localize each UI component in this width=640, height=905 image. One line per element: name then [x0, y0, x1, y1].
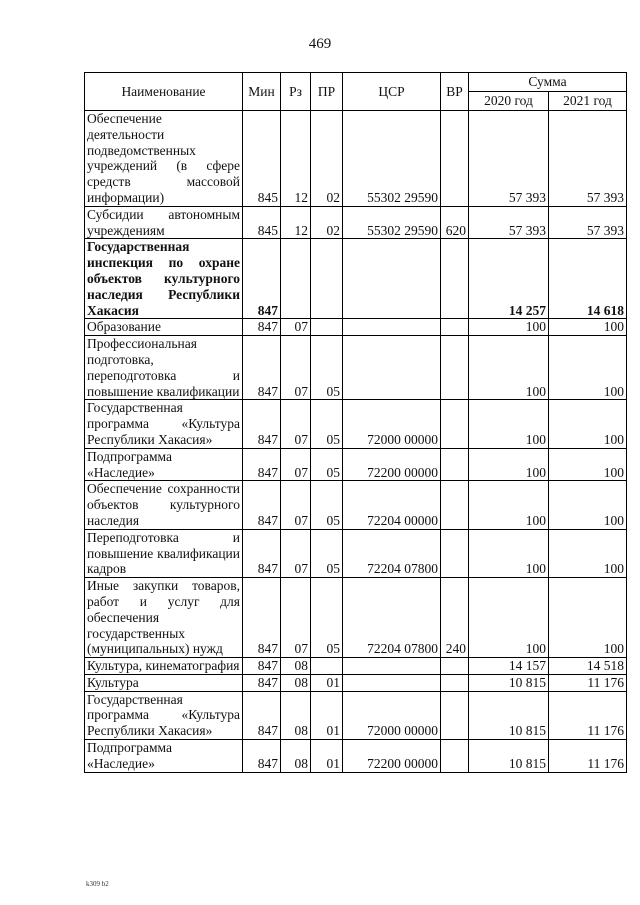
- header-vr: ВР: [441, 73, 469, 111]
- cell-vr: [441, 239, 469, 319]
- cell-csr: 72204 00000: [343, 481, 441, 529]
- cell-pr: 01: [311, 740, 343, 773]
- cell-name: Субсидии автономным учреждениям: [85, 206, 243, 239]
- cell-y2021: 14 518: [549, 658, 627, 675]
- table-header: [85, 73, 627, 111]
- table-row: [85, 448, 627, 481]
- cell-y2021: 100: [549, 336, 627, 400]
- cell-pr: 02: [311, 111, 343, 207]
- header-sum: Сумма: [469, 73, 627, 92]
- cell-pr: 05: [311, 400, 343, 448]
- cell-y2021: 100: [549, 481, 627, 529]
- cell-y2021: 14 618: [549, 239, 627, 319]
- cell-rz: 07: [281, 448, 311, 481]
- cell-name: Культура: [85, 674, 243, 691]
- cell-csr: [343, 239, 441, 319]
- cell-vr: [441, 529, 469, 577]
- cell-rz: 12: [281, 206, 311, 239]
- cell-rz: 07: [281, 481, 311, 529]
- cell-rz: 07: [281, 578, 311, 658]
- cell-y2021: 100: [549, 400, 627, 448]
- cell-min: 847: [243, 481, 281, 529]
- footer-mark: k309 b2: [86, 880, 109, 888]
- header-year-2020: 2020 год: [469, 92, 549, 111]
- cell-name: Обеспечение сохранности объектов культурного наследия: [85, 481, 243, 529]
- cell-y2020: 10 815: [469, 674, 549, 691]
- cell-y2020: 100: [469, 529, 549, 577]
- table-row: [85, 529, 627, 577]
- cell-rz: 07: [281, 319, 311, 336]
- cell-min: 847: [243, 239, 281, 319]
- cell-pr: 05: [311, 448, 343, 481]
- cell-vr: 240: [441, 578, 469, 658]
- cell-y2021: 100: [549, 448, 627, 481]
- cell-rz: [281, 239, 311, 319]
- cell-csr: 72204 07800: [343, 529, 441, 577]
- cell-y2020: 57 393: [469, 111, 549, 207]
- cell-name: Обеспечение деятельности подведомственных учреждений (в сфере средств массовой информации): [85, 111, 243, 207]
- cell-vr: [441, 481, 469, 529]
- header-pr: ПР: [311, 73, 343, 111]
- cell-y2021: 100: [549, 529, 627, 577]
- cell-csr: [343, 674, 441, 691]
- cell-y2020: 100: [469, 336, 549, 400]
- cell-csr: 72204 07800: [343, 578, 441, 658]
- cell-name: Подпрограмма «Наследие»: [85, 448, 243, 481]
- cell-csr: [343, 319, 441, 336]
- cell-pr: [311, 658, 343, 675]
- table-row: [85, 674, 627, 691]
- cell-y2020: 10 815: [469, 691, 549, 739]
- cell-min: 847: [243, 740, 281, 773]
- page-number: 469: [308, 36, 332, 52]
- cell-vr: [441, 336, 469, 400]
- cell-min: 847: [243, 658, 281, 675]
- cell-csr: [343, 336, 441, 400]
- cell-csr: 72200 00000: [343, 740, 441, 773]
- cell-min: 847: [243, 400, 281, 448]
- cell-name: Государственная программа «Культура Республики Хакасия»: [85, 400, 243, 448]
- cell-rz: 08: [281, 674, 311, 691]
- cell-y2020: 14 157: [469, 658, 549, 675]
- cell-rz: 07: [281, 336, 311, 400]
- header-min: Мин: [243, 73, 281, 111]
- cell-min: 847: [243, 336, 281, 400]
- cell-y2020: 10 815: [469, 740, 549, 773]
- table-row: [85, 481, 627, 529]
- cell-pr: [311, 239, 343, 319]
- cell-y2021: 57 393: [549, 206, 627, 239]
- cell-name: Культура, кинематография: [85, 658, 243, 675]
- cell-name: Иные закупки товаров, работ и услуг для обеспечения государственных (муниципальных) нужд: [85, 578, 243, 658]
- cell-vr: [441, 674, 469, 691]
- cell-vr: [441, 448, 469, 481]
- cell-csr: 72200 00000: [343, 448, 441, 481]
- cell-min: 845: [243, 206, 281, 239]
- cell-min: 847: [243, 319, 281, 336]
- cell-y2020: 100: [469, 400, 549, 448]
- cell-y2020: 100: [469, 319, 549, 336]
- cell-pr: 05: [311, 529, 343, 577]
- table-row: [85, 336, 627, 400]
- cell-name: Государственная программа «Культура Республики Хакасия»: [85, 691, 243, 739]
- cell-vr: [441, 400, 469, 448]
- cell-name: Подпрограмма «Наследие»: [85, 740, 243, 773]
- header-year-2021: 2021 год: [549, 92, 627, 111]
- header-name: Наименование: [85, 73, 243, 111]
- cell-rz: 08: [281, 691, 311, 739]
- cell-min: 847: [243, 448, 281, 481]
- table-row: [85, 691, 627, 739]
- cell-y2020: 57 393: [469, 206, 549, 239]
- cell-y2020: 14 257: [469, 239, 549, 319]
- cell-y2021: 57 393: [549, 111, 627, 207]
- cell-vr: [441, 111, 469, 207]
- cell-y2021: 100: [549, 319, 627, 336]
- cell-rz: 07: [281, 529, 311, 577]
- cell-name: Государственная инспекция по охране объектов культурного наследия Республики Хакасия: [85, 239, 243, 319]
- cell-pr: [311, 319, 343, 336]
- cell-vr: [441, 658, 469, 675]
- cell-pr: 02: [311, 206, 343, 239]
- cell-vr: [441, 740, 469, 773]
- cell-csr: 72000 00000: [343, 691, 441, 739]
- header-rz: Рз: [281, 73, 311, 111]
- cell-rz: 08: [281, 740, 311, 773]
- cell-rz: 12: [281, 111, 311, 207]
- cell-min: 847: [243, 674, 281, 691]
- cell-vr: [441, 691, 469, 739]
- cell-pr: 05: [311, 578, 343, 658]
- table-row: [85, 206, 627, 239]
- cell-csr: 55302 29590: [343, 111, 441, 207]
- cell-pr: 05: [311, 481, 343, 529]
- cell-y2021: 11 176: [549, 674, 627, 691]
- table-row: [85, 400, 627, 448]
- cell-min: 847: [243, 578, 281, 658]
- cell-name: Профессиональная подготовка, переподготовка и повышение квалификации: [85, 336, 243, 400]
- cell-y2021: 100: [549, 578, 627, 658]
- cell-y2021: 11 176: [549, 691, 627, 739]
- cell-csr: [343, 658, 441, 675]
- cell-y2020: 100: [469, 578, 549, 658]
- cell-rz: 07: [281, 400, 311, 448]
- cell-vr: 620: [441, 206, 469, 239]
- table-body: [85, 111, 627, 773]
- cell-min: 847: [243, 529, 281, 577]
- cell-name: Переподготовка и повышение квалификации кадров: [85, 529, 243, 577]
- table-row: [85, 111, 627, 207]
- budget-table: [84, 72, 627, 773]
- cell-csr: 55302 29590: [343, 206, 441, 239]
- cell-y2021: 11 176: [549, 740, 627, 773]
- table-row: [85, 740, 627, 773]
- cell-vr: [441, 319, 469, 336]
- cell-pr: 01: [311, 691, 343, 739]
- table-row: [85, 319, 627, 336]
- cell-y2020: 100: [469, 448, 549, 481]
- table-row: [85, 239, 627, 319]
- table-row: [85, 578, 627, 658]
- cell-pr: 01: [311, 674, 343, 691]
- header-csr: ЦСР: [343, 73, 441, 111]
- cell-min: 847: [243, 691, 281, 739]
- cell-rz: 08: [281, 658, 311, 675]
- cell-y2020: 100: [469, 481, 549, 529]
- cell-pr: 05: [311, 336, 343, 400]
- table-row: [85, 658, 627, 675]
- cell-min: 845: [243, 111, 281, 207]
- cell-csr: 72000 00000: [343, 400, 441, 448]
- cell-name: Образование: [85, 319, 243, 336]
